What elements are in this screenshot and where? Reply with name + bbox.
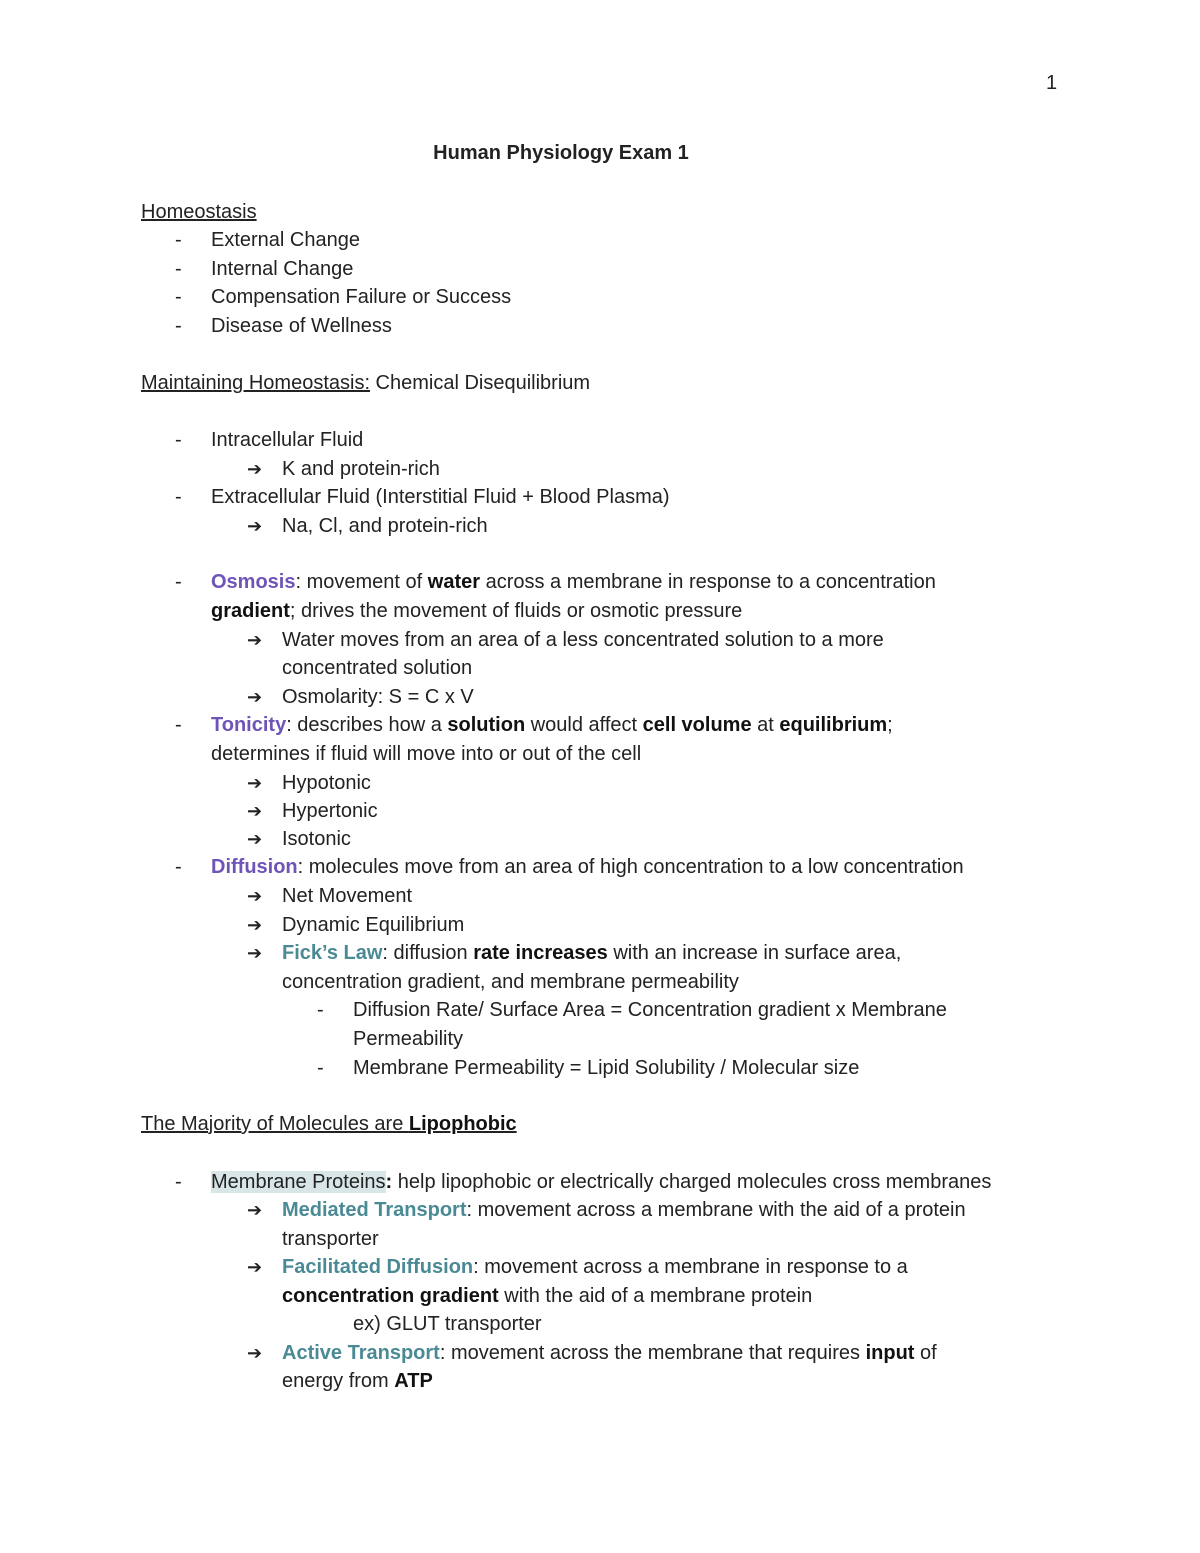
equation-item: Diffusion Rate/ Surface Area = Concentration gradient x Membrane [353,999,947,1021]
arrow-bullet-icon: ➔ [247,886,263,906]
list-item: Disease of Wellness [211,315,392,337]
section-heading-maintaining [141,371,590,395]
bold-text: ATP [394,1370,433,1392]
bold-text: cell volume [642,714,752,736]
bold-text: input [865,1342,915,1364]
heading-rest: Chemical Disequilibrium [370,372,591,394]
sub-item: Dynamic Equilibrium [282,914,465,936]
bold-text: rate increases [473,942,608,964]
mediated-transport-line-2: transporter [282,1228,379,1250]
bullet-dash: - [175,286,182,308]
bullet-dash: - [317,1057,324,1079]
text: : describes how a [286,714,448,736]
bold-text: : [385,1171,393,1193]
document-title: Human Physiology Exam 1 [433,142,689,164]
example-line: ex) GLUT transporter [353,1313,542,1335]
arrow-bullet-icon: ➔ [247,459,263,479]
ficks-law-line-2: concentration gradient, and membrane permeability [282,971,739,993]
section-heading-lipophobic [141,1112,517,1136]
arrow-bullet-icon: ➔ [247,687,263,707]
term-active-transport: Active Transport [282,1342,440,1364]
mediated-transport-line-1 [282,1198,966,1222]
text: with an increase in surface area, [607,942,902,964]
heading-bold: Lipophobic [408,1113,517,1135]
bullet-dash: - [175,571,182,593]
ficks-law-line-1 [282,941,901,965]
heading-underlined: Maintaining Homeostasis: [141,372,370,394]
bullet-dash: - [175,486,182,508]
sub-item: Isotonic [282,828,351,850]
text: : movement of [295,571,428,593]
sub-item: Hypotonic [282,772,371,794]
bullet-dash: - [317,999,324,1021]
highlighted-term-membrane-proteins: Membrane Proteins [211,1171,386,1193]
bullet-dash: - [175,258,182,280]
tonicity-line-1 [211,713,893,737]
arrow-bullet-icon: ➔ [247,1200,263,1220]
heading-text: The Majority of Molecules are [141,1113,409,1135]
arrow-bullet-icon: ➔ [247,801,263,821]
active-transport-line-2 [282,1369,433,1393]
sub-item: Na, Cl, and protein-rich [282,515,488,537]
text: at [751,714,780,736]
bold-text: gradient [211,600,290,622]
equation-item: Membrane Permeability = Lipid Solubility / Molecular size [353,1057,860,1079]
arrow-bullet-icon: ➔ [247,1257,263,1277]
text: across a membrane in response to a concentration [480,571,936,593]
arrow-bullet-icon: ➔ [247,516,263,536]
list-item: Compensation Failure or Success [211,286,512,308]
bold-text: concentration gradient [282,1285,499,1307]
text: ; [887,714,893,736]
sub-item: Water moves from an area of a less concentrated solution to a more [282,629,884,651]
term-tonicity: Tonicity [211,714,287,736]
sub-item: Hypertonic [282,800,378,822]
bullet-dash: - [175,714,182,736]
text: : movement across a membrane with the aid of a protein [466,1199,966,1221]
sub-item-cont: concentrated solution [282,657,473,679]
text: energy from [282,1370,395,1392]
arrow-bullet-icon: ➔ [247,773,263,793]
text: : molecules move from an area of high concentration to a low concentration [297,856,964,878]
equation-item-cont: Permeability [353,1028,464,1050]
text: of [914,1342,937,1364]
text: : movement across the membrane that requires [439,1342,866,1364]
term-ficks-law: Fick’s Law [282,942,383,964]
bullet-dash: - [175,229,182,251]
text: would affect [525,714,643,736]
tonicity-line-2: determines if fluid will move into or out of the cell [211,743,642,765]
osmosis-line-1 [211,570,936,594]
section-heading-homeostasis: Homeostasis [141,201,257,223]
text: : movement across a membrane in response to a [473,1256,908,1278]
term-osmosis: Osmosis [211,571,296,593]
list-item: Intracellular Fluid [211,429,364,451]
text: : diffusion [382,942,474,964]
facilitated-diffusion-line-2 [282,1284,812,1308]
sub-item: K and protein-rich [282,458,440,480]
bullet-dash: - [175,429,182,451]
bullet-dash: - [175,856,182,878]
term-facilitated-diffusion: Facilitated Diffusion [282,1256,474,1278]
bold-text: solution [447,714,526,736]
page-number: 1 [1046,72,1058,94]
osmosis-line-2 [211,599,742,623]
bold-text: water [427,571,481,593]
bullet-dash: - [175,1171,182,1193]
list-item: Internal Change [211,258,354,280]
text: with the aid of a membrane protein [498,1285,813,1307]
text: help lipophobic or electrically charged molecules cross membranes [392,1171,992,1193]
arrow-bullet-icon: ➔ [247,1343,263,1363]
term-mediated-transport: Mediated Transport [282,1199,467,1221]
arrow-bullet-icon: ➔ [247,943,263,963]
sub-item: Osmolarity: S = C x V [282,686,474,708]
list-item: Extracellular Fluid (Interstitial Fluid + Blood Plasma) [211,486,670,508]
list-item: External Change [211,229,360,251]
active-transport-line-1 [282,1341,937,1365]
text: ; drives the movement of fluids or osmotic pressure [289,600,743,622]
arrow-bullet-icon: ➔ [247,915,263,935]
sub-item: Net Movement [282,885,413,907]
membrane-proteins-line [211,1170,991,1194]
bullet-dash: - [175,315,182,337]
arrow-bullet-icon: ➔ [247,630,263,650]
facilitated-diffusion-line-1 [282,1255,908,1279]
diffusion-line-1 [211,855,964,879]
term-diffusion: Diffusion [211,856,298,878]
bold-text: equilibrium [779,714,888,736]
arrow-bullet-icon: ➔ [247,829,263,849]
